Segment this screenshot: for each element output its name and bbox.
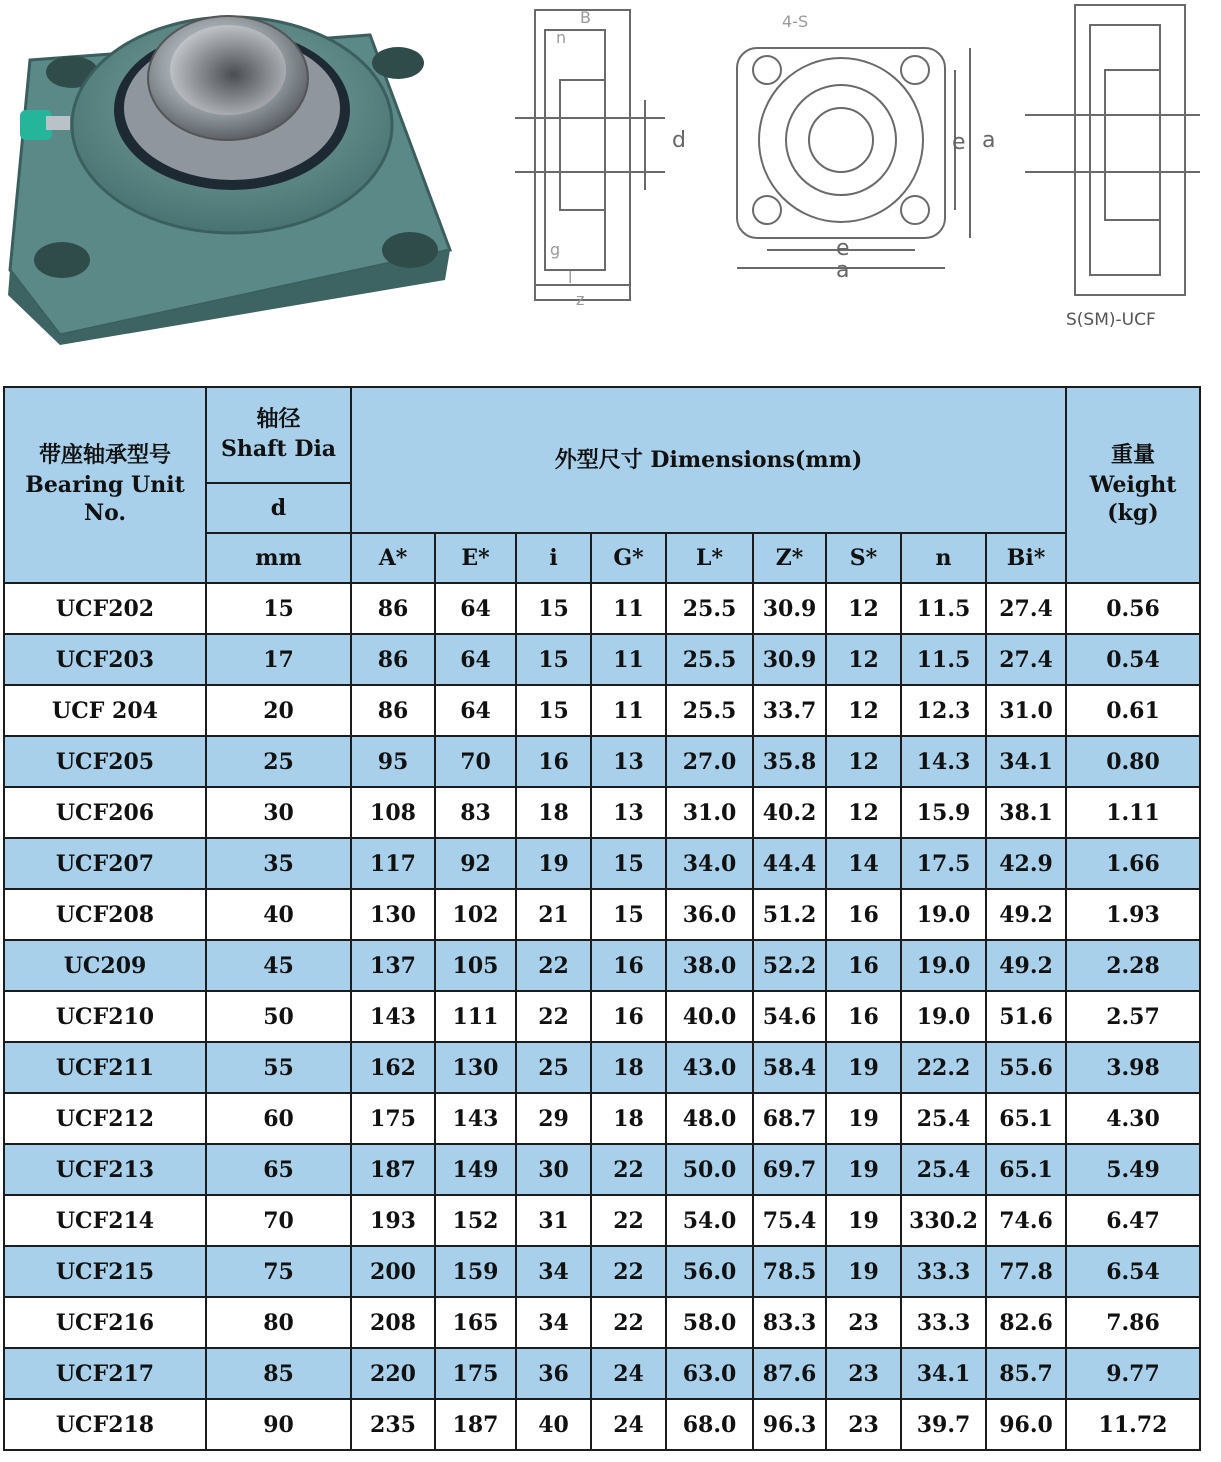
cell-a: 208 xyxy=(351,1297,435,1348)
cell-l: 25.5 xyxy=(666,583,753,634)
header-shaft-unit: mm xyxy=(206,533,351,583)
cell-bi: 27.4 xyxy=(986,634,1066,685)
cell-i: 22 xyxy=(516,940,591,991)
illustration-band xyxy=(0,0,1221,372)
label-n: n xyxy=(556,28,567,47)
cell-d: 30 xyxy=(206,787,351,838)
cell-weight: 0.61 xyxy=(1066,685,1200,736)
cell-e: 105 xyxy=(435,940,516,991)
table-body xyxy=(4,583,1200,1450)
cell-weight: 5.49 xyxy=(1066,1144,1200,1195)
cell-l: 36.0 xyxy=(666,889,753,940)
cell-weight: 1.11 xyxy=(1066,787,1200,838)
cell-i: 18 xyxy=(516,787,591,838)
cell-l: 34.0 xyxy=(666,838,753,889)
cell-n: 19.0 xyxy=(901,991,986,1042)
cell-weight: 2.28 xyxy=(1066,940,1200,991)
cell-a: 200 xyxy=(351,1246,435,1297)
cell-g: 13 xyxy=(591,787,666,838)
cell-s: 12 xyxy=(826,685,901,736)
cell-l: 25.5 xyxy=(666,685,753,736)
cell-z: 68.7 xyxy=(753,1093,826,1144)
cell-d: 17 xyxy=(206,634,351,685)
cell-weight: 4.30 xyxy=(1066,1093,1200,1144)
cell-d: 50 xyxy=(206,991,351,1042)
cell-a: 95 xyxy=(351,736,435,787)
header-col-i: i xyxy=(516,533,591,583)
cell-a: 108 xyxy=(351,787,435,838)
cell-z: 96.3 xyxy=(753,1399,826,1450)
label-z: z xyxy=(576,290,585,309)
cell-e: 102 xyxy=(435,889,516,940)
cell-n: 39.7 xyxy=(901,1399,986,1450)
cell-l: 27.0 xyxy=(666,736,753,787)
cell-l: 48.0 xyxy=(666,1093,753,1144)
cell-z: 78.5 xyxy=(753,1246,826,1297)
cell-bi: 42.9 xyxy=(986,838,1066,889)
cell-weight: 6.54 xyxy=(1066,1246,1200,1297)
cell-weight: 9.77 xyxy=(1066,1348,1200,1399)
cell-i: 21 xyxy=(516,889,591,940)
cell-l: 56.0 xyxy=(666,1246,753,1297)
cell-g: 11 xyxy=(591,685,666,736)
cell-g: 22 xyxy=(591,1195,666,1246)
cell-bi: 51.6 xyxy=(986,991,1066,1042)
cell-a: 86 xyxy=(351,685,435,736)
cell-g: 22 xyxy=(591,1144,666,1195)
cell-l: 25.5 xyxy=(666,634,753,685)
cell-e: 149 xyxy=(435,1144,516,1195)
cell-unit: UCF212 xyxy=(4,1093,206,1144)
cell-n: 22.2 xyxy=(901,1042,986,1093)
cell-l: 40.0 xyxy=(666,991,753,1042)
label-l: l xyxy=(568,268,573,287)
cell-unit: UCF 204 xyxy=(4,685,206,736)
cell-unit: UCF216 xyxy=(4,1297,206,1348)
cell-s: 19 xyxy=(826,1144,901,1195)
cell-i: 19 xyxy=(516,838,591,889)
cell-n: 15.9 xyxy=(901,787,986,838)
cell-l: 54.0 xyxy=(666,1195,753,1246)
header-dimensions: 外型尺寸 Dimensions(mm) xyxy=(351,387,1066,533)
cell-s: 12 xyxy=(826,787,901,838)
header-col-Bi: Bi* xyxy=(986,533,1066,583)
table-row xyxy=(4,1042,1200,1093)
cell-i: 36 xyxy=(516,1348,591,1399)
cell-weight: 2.57 xyxy=(1066,991,1200,1042)
cell-a: 137 xyxy=(351,940,435,991)
cell-d: 75 xyxy=(206,1246,351,1297)
cell-g: 18 xyxy=(591,1042,666,1093)
cell-d: 25 xyxy=(206,736,351,787)
cell-unit: UCF218 xyxy=(4,1399,206,1450)
cell-g: 11 xyxy=(591,583,666,634)
cell-e: 143 xyxy=(435,1093,516,1144)
header-col-Z: Z* xyxy=(753,533,826,583)
cell-e: 64 xyxy=(435,685,516,736)
table-row xyxy=(4,991,1200,1042)
cell-e: 165 xyxy=(435,1297,516,1348)
header-shaft-dia: 轴径 Shaft Dia xyxy=(206,387,351,483)
cell-a: 193 xyxy=(351,1195,435,1246)
cell-d: 20 xyxy=(206,685,351,736)
label-a-vertical: a xyxy=(982,128,996,153)
cell-bi: 55.6 xyxy=(986,1042,1066,1093)
cell-i: 15 xyxy=(516,685,591,736)
cell-n: 19.0 xyxy=(901,889,986,940)
cell-z: 30.9 xyxy=(753,583,826,634)
cell-l: 31.0 xyxy=(666,787,753,838)
cell-bi: 82.6 xyxy=(986,1297,1066,1348)
table-row xyxy=(4,1246,1200,1297)
cell-e: 187 xyxy=(435,1399,516,1450)
cell-weight: 7.86 xyxy=(1066,1297,1200,1348)
cell-weight: 11.72 xyxy=(1066,1399,1200,1450)
cell-i: 22 xyxy=(516,991,591,1042)
cell-s: 16 xyxy=(826,940,901,991)
cell-s: 12 xyxy=(826,583,901,634)
cell-n: 17.5 xyxy=(901,838,986,889)
cell-e: 64 xyxy=(435,634,516,685)
cell-unit: UCF211 xyxy=(4,1042,206,1093)
cell-a: 187 xyxy=(351,1144,435,1195)
cell-i: 15 xyxy=(516,583,591,634)
cell-bi: 31.0 xyxy=(986,685,1066,736)
cell-d: 90 xyxy=(206,1399,351,1450)
cell-weight: 1.66 xyxy=(1066,838,1200,889)
header-row-1 xyxy=(4,387,1200,437)
cell-s: 12 xyxy=(826,634,901,685)
cell-d: 85 xyxy=(206,1348,351,1399)
cell-l: 38.0 xyxy=(666,940,753,991)
cell-g: 13 xyxy=(591,736,666,787)
cell-i: 30 xyxy=(516,1144,591,1195)
header-col-E: E* xyxy=(435,533,516,583)
cell-s: 19 xyxy=(826,1093,901,1144)
label-B: B xyxy=(580,8,591,27)
cell-s: 23 xyxy=(826,1297,901,1348)
cell-g: 22 xyxy=(591,1297,666,1348)
cell-unit: UCF213 xyxy=(4,1144,206,1195)
cell-unit: UCF210 xyxy=(4,991,206,1042)
cell-s: 19 xyxy=(826,1042,901,1093)
cell-z: 33.7 xyxy=(753,685,826,736)
cell-n: 19.0 xyxy=(901,940,986,991)
table-row xyxy=(4,583,1200,634)
cell-l: 63.0 xyxy=(666,1348,753,1399)
cell-a: 162 xyxy=(351,1042,435,1093)
cell-d: 80 xyxy=(206,1297,351,1348)
cell-bi: 49.2 xyxy=(986,940,1066,991)
label-a-horizontal: a xyxy=(836,258,850,283)
cell-n: 34.1 xyxy=(901,1348,986,1399)
cell-n: 33.3 xyxy=(901,1246,986,1297)
cell-i: 40 xyxy=(516,1399,591,1450)
cell-unit: UCF207 xyxy=(4,838,206,889)
bolt-hole xyxy=(372,47,424,79)
cell-e: 159 xyxy=(435,1246,516,1297)
label-d: d xyxy=(672,128,686,153)
cell-i: 29 xyxy=(516,1093,591,1144)
cell-g: 15 xyxy=(591,889,666,940)
cell-g: 15 xyxy=(591,838,666,889)
cell-bi: 65.1 xyxy=(986,1093,1066,1144)
cell-d: 55 xyxy=(206,1042,351,1093)
header-col-G: G* xyxy=(591,533,666,583)
header-weight: 重量 Weight (kg) xyxy=(1066,387,1200,583)
cell-s: 12 xyxy=(826,736,901,787)
cell-d: 40 xyxy=(206,889,351,940)
bolt-hole xyxy=(34,242,90,278)
cell-i: 25 xyxy=(516,1042,591,1093)
label-g: g xyxy=(550,240,561,259)
cell-bi: 74.6 xyxy=(986,1195,1066,1246)
cell-z: 69.7 xyxy=(753,1144,826,1195)
cell-weight: 3.98 xyxy=(1066,1042,1200,1093)
cell-s: 19 xyxy=(826,1195,901,1246)
cell-unit: UC209 xyxy=(4,940,206,991)
cell-e: 175 xyxy=(435,1348,516,1399)
table-row xyxy=(4,1297,1200,1348)
drawing-caption: S(SM)-UCF xyxy=(1066,310,1156,330)
cell-g: 16 xyxy=(591,940,666,991)
cell-l: 43.0 xyxy=(666,1042,753,1093)
cell-n: 14.3 xyxy=(901,736,986,787)
cell-bi: 77.8 xyxy=(986,1246,1066,1297)
cell-weight: 6.47 xyxy=(1066,1195,1200,1246)
cell-bi: 49.2 xyxy=(986,889,1066,940)
table-row xyxy=(4,736,1200,787)
label-e-horizontal: e xyxy=(836,236,850,261)
cell-n: 11.5 xyxy=(901,634,986,685)
cell-l: 68.0 xyxy=(666,1399,753,1450)
flange-bearing-photo xyxy=(0,0,460,345)
cell-unit: UCF206 xyxy=(4,787,206,838)
cell-bi: 65.1 xyxy=(986,1144,1066,1195)
cell-unit: UCF214 xyxy=(4,1195,206,1246)
header-bearing-unit: 带座轴承型号 Bearing Unit No. xyxy=(4,387,206,583)
cell-bi: 96.0 xyxy=(986,1399,1066,1450)
cell-z: 54.6 xyxy=(753,991,826,1042)
cell-unit: UCF203 xyxy=(4,634,206,685)
cell-z: 83.3 xyxy=(753,1297,826,1348)
cell-e: 92 xyxy=(435,838,516,889)
table-row xyxy=(4,1144,1200,1195)
cell-e: 111 xyxy=(435,991,516,1042)
cell-bi: 27.4 xyxy=(986,583,1066,634)
cell-z: 40.2 xyxy=(753,787,826,838)
bolt-hole xyxy=(382,232,438,268)
cell-l: 58.0 xyxy=(666,1297,753,1348)
header-col-A: A* xyxy=(351,533,435,583)
header-col-S: S* xyxy=(826,533,901,583)
header-shaft-symbol: d xyxy=(206,483,351,533)
cell-d: 70 xyxy=(206,1195,351,1246)
cell-i: 15 xyxy=(516,634,591,685)
cell-d: 65 xyxy=(206,1144,351,1195)
cell-e: 70 xyxy=(435,736,516,787)
cell-s: 16 xyxy=(826,991,901,1042)
table-row xyxy=(4,838,1200,889)
cell-weight: 0.56 xyxy=(1066,583,1200,634)
cell-n: 11.5 xyxy=(901,583,986,634)
cell-g: 11 xyxy=(591,634,666,685)
cell-d: 15 xyxy=(206,583,351,634)
cell-z: 87.6 xyxy=(753,1348,826,1399)
cell-unit: UCF202 xyxy=(4,583,206,634)
label-4-s: 4-S xyxy=(782,12,809,31)
cell-z: 75.4 xyxy=(753,1195,826,1246)
dimension-drawings xyxy=(505,0,1221,345)
bearing-spec-table xyxy=(3,386,1201,1451)
cell-n: 330.2 xyxy=(901,1195,986,1246)
table-row xyxy=(4,1348,1200,1399)
cell-n: 12.3 xyxy=(901,685,986,736)
bore xyxy=(170,25,286,115)
cell-g: 22 xyxy=(591,1246,666,1297)
header-col-L: L* xyxy=(666,533,753,583)
cell-n: 33.3 xyxy=(901,1297,986,1348)
front-view-drawing xyxy=(737,48,970,268)
cell-weight: 0.54 xyxy=(1066,634,1200,685)
cell-n: 25.4 xyxy=(901,1144,986,1195)
table-row xyxy=(4,1399,1200,1450)
table-row xyxy=(4,787,1200,838)
table-row xyxy=(4,1195,1200,1246)
cell-z: 44.4 xyxy=(753,838,826,889)
cell-weight: 1.93 xyxy=(1066,889,1200,940)
side-view-drawing-alt xyxy=(1025,5,1200,295)
cell-z: 35.8 xyxy=(753,736,826,787)
side-view-drawing xyxy=(515,10,665,300)
cell-s: 19 xyxy=(826,1246,901,1297)
cell-d: 45 xyxy=(206,940,351,991)
cell-g: 16 xyxy=(591,991,666,1042)
cell-unit: UCF205 xyxy=(4,736,206,787)
cell-i: 31 xyxy=(516,1195,591,1246)
cell-s: 23 xyxy=(826,1399,901,1450)
cell-unit: UCF215 xyxy=(4,1246,206,1297)
cell-a: 143 xyxy=(351,991,435,1042)
cell-d: 35 xyxy=(206,838,351,889)
cell-d: 60 xyxy=(206,1093,351,1144)
label-e-vertical: e xyxy=(952,130,966,155)
cell-g: 18 xyxy=(591,1093,666,1144)
cell-g: 24 xyxy=(591,1399,666,1450)
table-row xyxy=(4,685,1200,736)
table-row xyxy=(4,889,1200,940)
cell-s: 14 xyxy=(826,838,901,889)
cell-bi: 34.1 xyxy=(986,736,1066,787)
cell-bi: 85.7 xyxy=(986,1348,1066,1399)
cell-a: 86 xyxy=(351,634,435,685)
cell-i: 34 xyxy=(516,1246,591,1297)
cell-s: 23 xyxy=(826,1348,901,1399)
cell-s: 16 xyxy=(826,889,901,940)
cell-z: 30.9 xyxy=(753,634,826,685)
cell-n: 25.4 xyxy=(901,1093,986,1144)
cell-a: 130 xyxy=(351,889,435,940)
cell-a: 175 xyxy=(351,1093,435,1144)
header-col-n: n xyxy=(901,533,986,583)
table-row xyxy=(4,940,1200,991)
cell-i: 34 xyxy=(516,1297,591,1348)
table-row xyxy=(4,634,1200,685)
cell-e: 152 xyxy=(435,1195,516,1246)
cell-z: 51.2 xyxy=(753,889,826,940)
cell-l: 50.0 xyxy=(666,1144,753,1195)
cell-i: 16 xyxy=(516,736,591,787)
cell-g: 24 xyxy=(591,1348,666,1399)
cell-unit: UCF217 xyxy=(4,1348,206,1399)
cell-e: 130 xyxy=(435,1042,516,1093)
cell-unit: UCF208 xyxy=(4,889,206,940)
cell-z: 52.2 xyxy=(753,940,826,991)
cell-a: 86 xyxy=(351,583,435,634)
cell-a: 220 xyxy=(351,1348,435,1399)
table-row xyxy=(4,1093,1200,1144)
cell-bi: 38.1 xyxy=(986,787,1066,838)
cell-e: 64 xyxy=(435,583,516,634)
cell-a: 117 xyxy=(351,838,435,889)
cell-a: 235 xyxy=(351,1399,435,1450)
cell-z: 58.4 xyxy=(753,1042,826,1093)
cell-e: 83 xyxy=(435,787,516,838)
cell-weight: 0.80 xyxy=(1066,736,1200,787)
